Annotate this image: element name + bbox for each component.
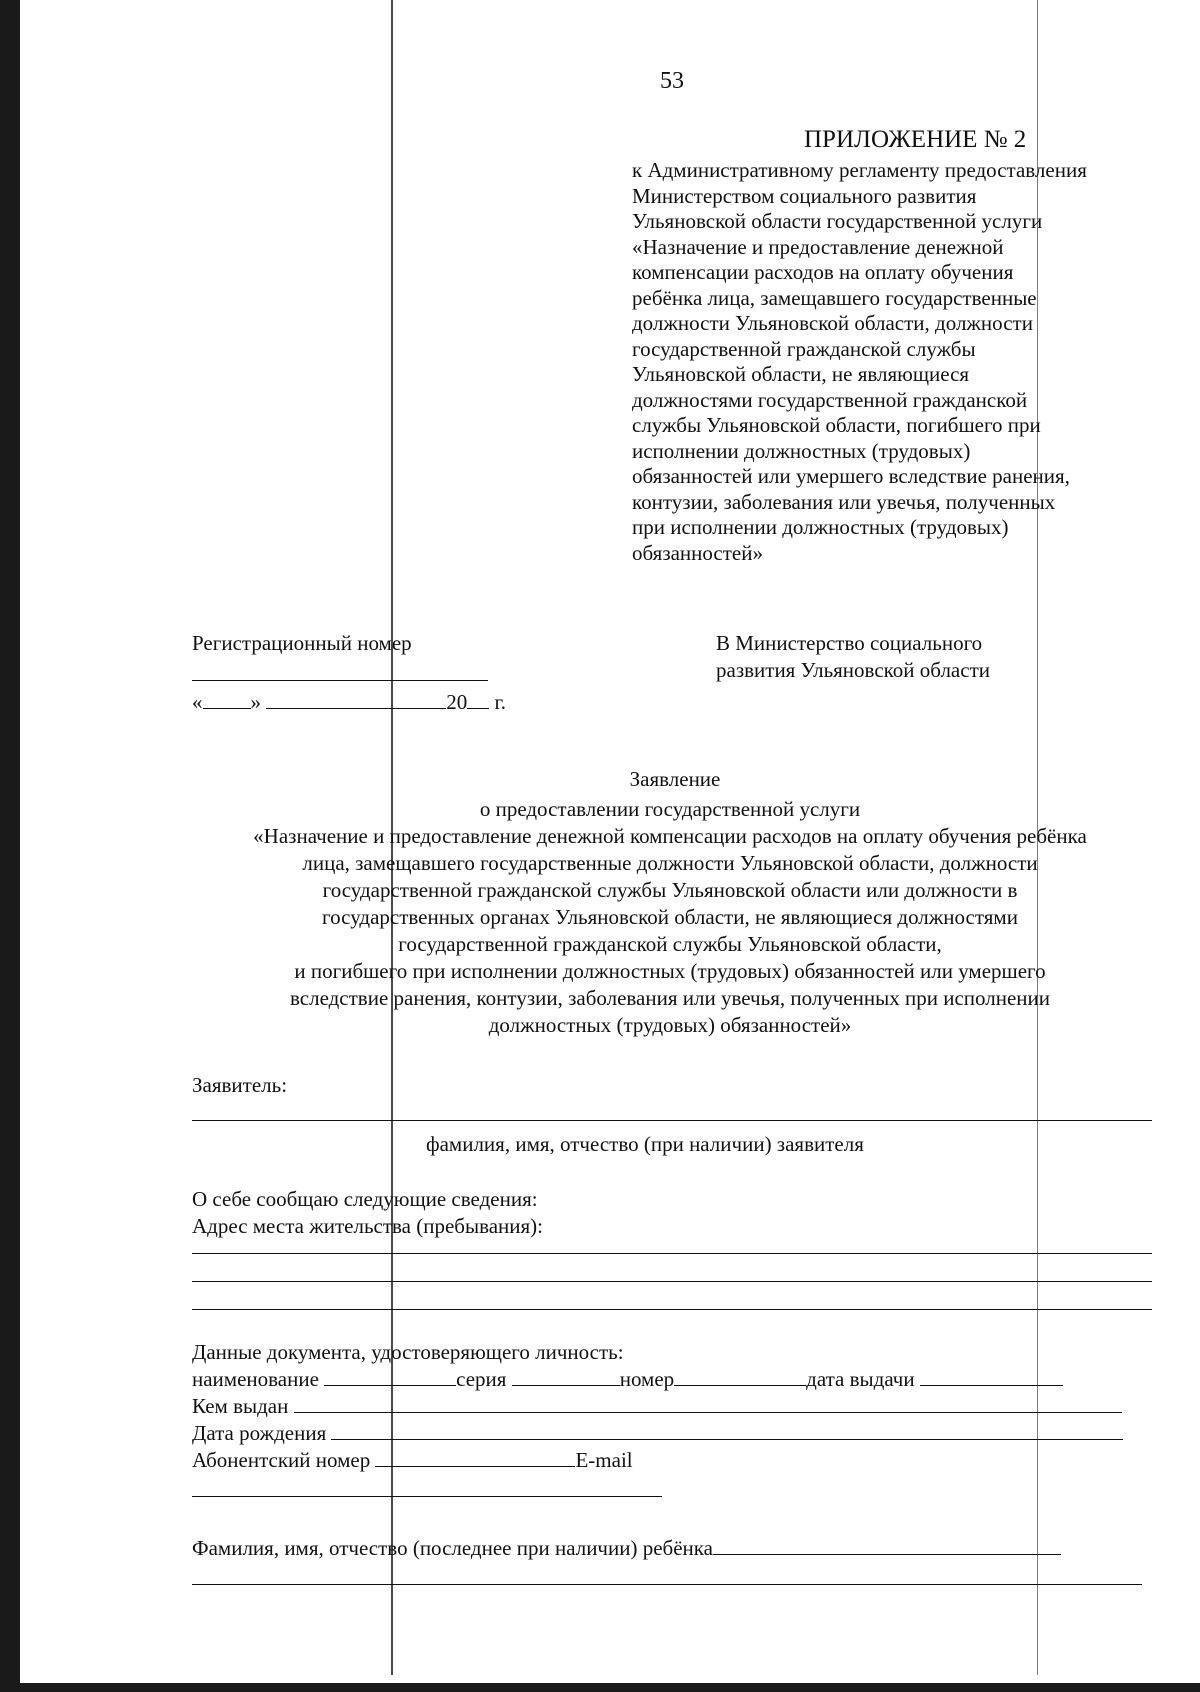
appendix-line: «Назначение и предоставление денежной	[632, 234, 1004, 259]
issue-date-blank[interactable]	[920, 1367, 1063, 1386]
document-name-blank[interactable]	[324, 1367, 456, 1386]
statement-line: «Назначение и предоставление денежной компенсации расходов на оплату обучения ребёнка	[253, 824, 1087, 848]
statement-line: государственных органах Ульяновской области, не являющиеся должностями	[322, 905, 1018, 929]
issued-by-row	[192, 1394, 1122, 1419]
year-prefix: 20	[446, 690, 468, 714]
registration-date-line	[192, 689, 506, 715]
statement-line: о предоставлении государственной услуги	[479, 797, 861, 821]
identity-row	[192, 1367, 1063, 1392]
month-blank[interactable]	[266, 690, 446, 709]
statement-line: лица, замещавшего государственные должности Ульяновской области, должности	[302, 851, 1038, 875]
appendix-line: к Административному регламенту предоставления	[632, 158, 1087, 182]
email-label: E-mail	[575, 1448, 633, 1472]
birth-date-row	[192, 1421, 1123, 1446]
about-intro: О себе сообщаю следующие сведения:	[192, 1187, 538, 1211]
appendix-line: Министерством социального развития	[632, 183, 977, 208]
child-name-blank-2[interactable]	[192, 1584, 1142, 1585]
contact-row	[192, 1448, 633, 1473]
appendix-line: обязанностей»	[632, 540, 763, 565]
appendix-line: ребёнка лица, замещавшего государственные	[632, 285, 1037, 310]
appendix-line: государственной гражданской службы	[632, 336, 976, 361]
series-label: серия	[456, 1367, 507, 1391]
identity-heading: Данные документа, удостоверяющего личность:	[192, 1340, 624, 1364]
statement-line: государственной гражданской службы Ульяновской области или должности в	[322, 878, 1018, 902]
appendix-line: службы Ульяновской области, погибшего при	[632, 413, 1041, 437]
addressee-line: В Министерство социального	[716, 631, 983, 655]
issued-by-blank[interactable]	[294, 1394, 1122, 1413]
issued-by-label: Кем выдан	[192, 1394, 289, 1418]
phone-blank[interactable]	[375, 1448, 575, 1467]
year-blank[interactable]	[467, 690, 489, 709]
appendix-line: при исполнении должностных (трудовых)	[632, 515, 1009, 539]
addressee	[716, 630, 990, 684]
appendix-line: Ульяновской области, не являющиеся	[632, 362, 970, 386]
page-number: 53	[660, 68, 684, 94]
appendix-title: ПРИЛОЖЕНИЕ № 2	[804, 126, 1027, 153]
addressee-line: развития Ульяновской области	[716, 658, 990, 682]
address-label: Адрес места жительства (пребывания):	[192, 1214, 544, 1238]
appendix-description	[632, 158, 1172, 566]
statement-line: и погибшего при исполнении должностных (трудовых) обязанностей или умершего	[294, 959, 1046, 983]
registration-number-label: Регистрационный номер	[192, 631, 412, 655]
address-blank[interactable]	[192, 1253, 1152, 1254]
series-blank[interactable]	[512, 1367, 620, 1386]
appendix-line: обязанностей или умершего вследствие ранения,	[632, 464, 1070, 488]
scan-bottom-edge	[0, 1683, 1200, 1692]
child-name-blank[interactable]	[713, 1536, 1061, 1555]
statement-subject	[170, 796, 1170, 1039]
issue-date-label: дата выдачи	[806, 1367, 915, 1391]
applicant-label: Заявитель:	[192, 1073, 288, 1097]
child-name-label: Фамилия, имя, отчество (последнее при наличии) ребёнка	[192, 1536, 713, 1560]
number-blank[interactable]	[674, 1367, 806, 1386]
registration-number-blank[interactable]	[192, 680, 488, 681]
appendix-line: компенсации расходов на оплату обучения	[632, 260, 1014, 284]
birth-date-label: Дата рождения	[192, 1421, 327, 1445]
applicant-name-blank[interactable]	[192, 1120, 1152, 1121]
year-suffix: г.	[489, 690, 506, 714]
email-blank[interactable]	[192, 1496, 662, 1497]
about-section	[192, 1186, 543, 1240]
date-open-quote: «	[192, 690, 203, 714]
appendix-line: Ульяновской области государственной услуги	[632, 209, 1043, 233]
scan-left-edge	[0, 0, 20, 1692]
statement-title: Заявление	[629, 767, 721, 791]
appendix-line: должностями государственной гражданской	[632, 387, 1028, 412]
date-close-quote: »	[250, 690, 261, 714]
document-name-label: наименование	[192, 1367, 319, 1391]
address-blank[interactable]	[192, 1309, 1152, 1310]
statement-line: государственной гражданской службы Ульяновской области,	[398, 932, 942, 956]
birth-date-blank[interactable]	[331, 1421, 1123, 1440]
number-label: номер	[619, 1367, 675, 1391]
phone-label: Абонентский номер	[192, 1448, 371, 1472]
child-name-row	[192, 1536, 1061, 1561]
appendix-line: контузии, заболевания или увечья, полученных	[632, 489, 1056, 514]
day-blank[interactable]	[203, 690, 251, 709]
statement-line: вследствие ранения, контузии, заболевания или увечья, полученных при исполнении	[289, 986, 1051, 1010]
applicant-name-caption: фамилия, имя, отчество (при наличии) заявителя	[426, 1132, 864, 1156]
address-blank[interactable]	[192, 1281, 1152, 1282]
appendix-line: исполнении должностных (трудовых)	[632, 438, 971, 463]
statement-line: должностных (трудовых) обязанностей»	[488, 1013, 852, 1037]
appendix-line: должности Ульяновской области, должности	[632, 311, 1033, 335]
